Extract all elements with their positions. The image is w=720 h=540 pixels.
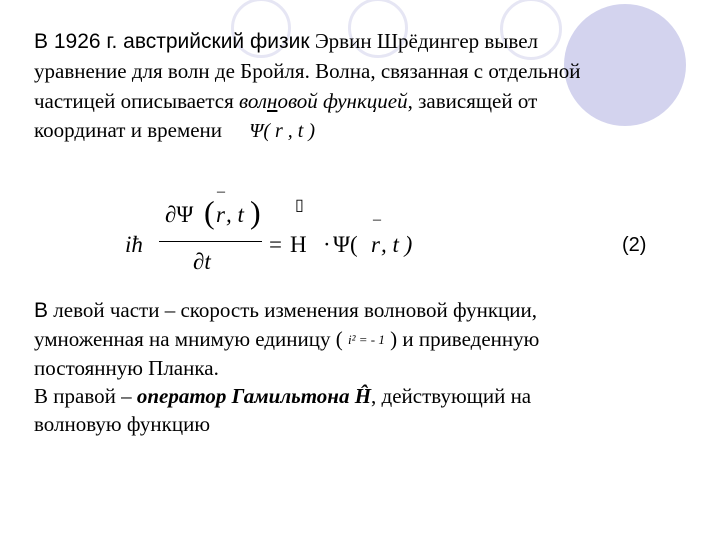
partial-t: ∂t [193,249,211,274]
paragraph-2-line-3 [34,354,219,383]
intro-sans: В 1926 г. австрийский физик [34,30,310,53]
psi-r-t-math: Ψ( r , t ) [249,120,316,142]
p2-line-4-end: , действующий на [371,384,532,408]
equals-sign: = [269,232,282,257]
paragraph-1-line-2 [34,57,581,86]
dot-operator: · [323,232,331,257]
p2-line-3-text: постоянную Планка. [34,356,219,380]
rhs-overbar: – [373,211,381,228]
p2-sans-start: В [34,299,49,322]
paragraph-1-line-3 [34,87,537,116]
partial-psi: ∂Ψ [165,202,194,227]
hat-placeholder: ▯ [295,197,304,214]
line-2-text: уравнение для волн де Бройля. Волна, связанная с отдельной [34,59,581,83]
paragraph-1-line-4 [34,116,315,146]
circle-4 [564,4,686,126]
p2-line-5-text: волновую функцию [34,412,211,436]
psi-symbol: Ψ( [333,232,358,257]
rhs-tail: , t ) [381,232,413,257]
p2-line-2-end: ) и приведенную [390,327,540,351]
paragraph-2-line-1 [34,296,537,325]
paren-close: ) [250,194,261,230]
imaginary-unit-math: i² = - 1 [347,332,385,347]
hamiltonian-operator-term: оператор Гамильтона Ĥ [136,384,372,408]
paragraph-1-line-1 [34,27,538,56]
wave-function-term: волновой функцией [239,89,408,113]
paragraph-2-line-2 [34,325,539,354]
r-overbar: – [217,183,225,200]
paragraph-2-line-5 [34,410,210,439]
rhs-r: r [371,232,380,257]
hamiltonian-symbol: Η [290,232,307,257]
paren-open: ( [204,194,215,230]
fraction-bar [159,241,262,242]
paragraph-2-line-4 [34,382,531,411]
p2-line-1-text: левой части – скорость изменения волновой функции, [48,298,538,322]
comma-t: , t [226,202,244,227]
p2-line-2-start: умноженная на мнимую единицу ( [34,327,343,351]
line-4-text: координат и времени [34,118,223,142]
p2-line-4-start: В правой – [34,384,137,408]
r-vector: r [216,202,225,227]
intro-serif: Эрвин Шрёдингер вывел [309,29,539,53]
i-hbar: iħ [125,232,143,257]
line-3-start: частицей описывается [34,89,240,113]
schrodinger-equation [125,178,445,282]
line-3-end: , зависящей от [407,89,538,113]
equation-number: (2) [622,234,647,256]
